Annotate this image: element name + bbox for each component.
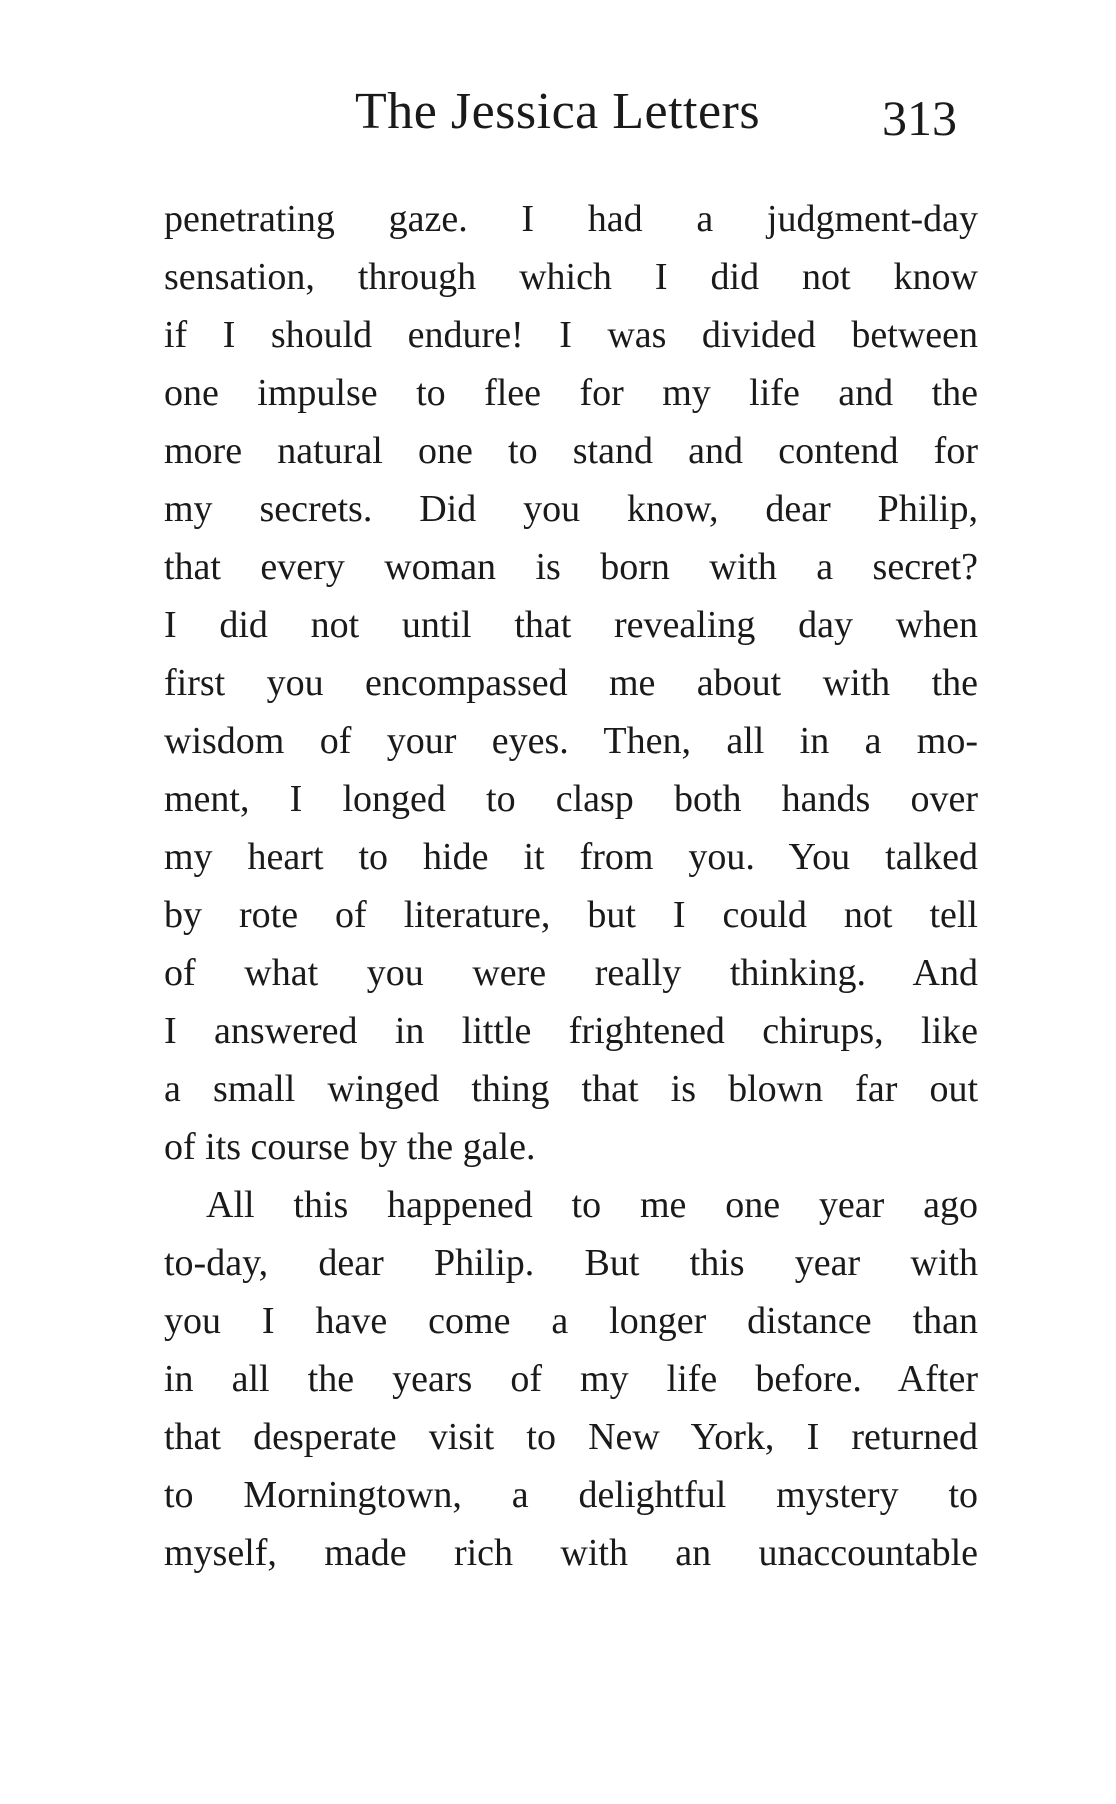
- text-line: myself, made rich with an unaccountable: [164, 1532, 978, 1574]
- page-number: 313: [882, 90, 957, 146]
- paragraph-end-line: of its course by the gale.: [164, 1126, 536, 1168]
- text-line: penetrating gaze. I had a judgment-day: [164, 198, 978, 240]
- running-title: The Jessica Letters: [355, 83, 761, 140]
- paragraph-start-line: All this happened to me one year ago: [206, 1184, 978, 1226]
- text-line: in all the years of my life before. After: [164, 1358, 978, 1400]
- text-line: my heart to hide it from you. You talked: [164, 836, 978, 878]
- text-line: by rote of literature, but I could not tell: [164, 894, 978, 936]
- text-line: a small winged thing that is blown far out: [164, 1068, 978, 1110]
- text-line: first you encompassed me about with the: [164, 662, 978, 704]
- body-text: [164, 190, 978, 1582]
- text-line: ment, I longed to clasp both hands over: [164, 778, 978, 820]
- text-line: to Morningtown, a delightful mystery to: [164, 1474, 978, 1516]
- text-line: to-day, dear Philip. But this year with: [164, 1242, 978, 1284]
- text-line: I did not until that revealing day when: [164, 604, 978, 646]
- text-line: that every woman is born with a secret?: [164, 546, 978, 588]
- text-line: that desperate visit to New York, I returned: [164, 1416, 978, 1458]
- text-line: I answered in little frightened chirups, like: [164, 1010, 978, 1052]
- text-line: you I have come a longer distance than: [164, 1300, 978, 1342]
- text-line: more natural one to stand and contend for: [164, 430, 978, 472]
- text-line: my secrets. Did you know, dear Philip,: [164, 488, 978, 530]
- text-line: of what you were really thinking. And: [164, 952, 978, 994]
- text-line: wisdom of your eyes. Then, all in a mo-: [164, 720, 978, 762]
- text-line: if I should endure! I was divided between: [164, 314, 978, 356]
- text-line: one impulse to flee for my life and the: [164, 372, 978, 414]
- text-line: sensation, through which I did not know: [164, 256, 978, 298]
